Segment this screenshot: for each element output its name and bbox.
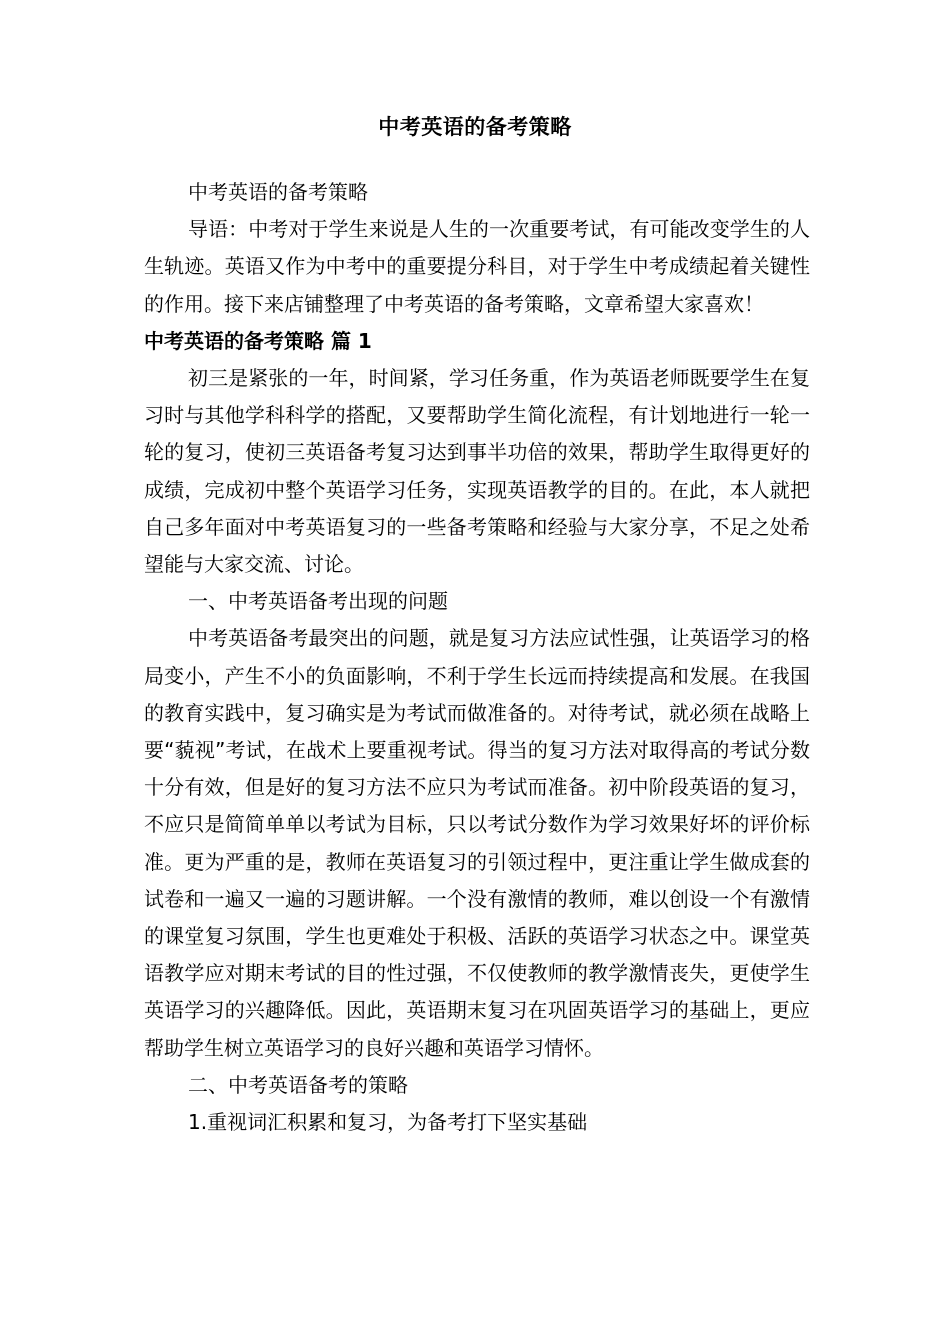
- document-title: 中考英语的备考策略: [378, 115, 572, 139]
- subheading-strategies: 二、中考英语备考的策略: [188, 1072, 408, 1097]
- subheading-problems: 一、中考英语备考出现的问题: [188, 589, 448, 614]
- paragraph-problems: 中考英语备考最突出的问题，就是复习方法应试性强，让英语学习的格局变小，产生不小的负面影响，不利于学生长远而持续提高和发展。在我国的教育实践中，复习确实是为考试而做准备的。对待考试，就必须在战略上要“藐视”考试，在战术上要重视考试。得当的复习方法对取得高的考试分数十分有效，但是好的复习方法不应只为考试而准备。初中阶段英语的复习，不应只是简简单单以考试为目标，只以考试分数作为学习效果好坏的评价标准。更为严重的是，教师在英语复习的引领过程中，更注重让学生做成套的试卷和一遍又一遍的习题讲解。一个没有激情的教师，难以创设一个有激情的课堂复习氛围，学生也更难处于积极、活跃的英语学习状态之中。课堂英语教学应对期末考试的目的性过强，不仅使教师的教学激情丧失，更使学生英语学习的兴趣降低。因此，英语期末复习在巩固英语学习的基础上，更应帮助学生树立英语学习的良好兴趣和英语学习情怀。: [144, 626, 810, 1060]
- document-body: [144, 174, 810, 1141]
- paragraph-background: 初三是紧张的一年，时间紧，学习任务重，作为英语老师既要学生在复习时与其他学科科学的搭配，又要帮助学生简化流程，有计划地进行一轮一轮的复习，使初三英语备考复习达到事半功倍的效果，帮助学生取得更好的成绩，完成初中整个英语学习任务，实现英语教学的目的。在此，本人就把自己多年面对中考英语复习的一些备考策略和经验与大家分享，不足之处希望能与大家交流、讨论。: [144, 366, 810, 577]
- paragraph-subtitle: 中考英语的备考策略: [188, 180, 368, 204]
- paragraph-intro: 导语：中考对于学生来说是人生的一次重要考试，有可能改变学生的人生轨迹。英语又作为中考中的重要提分科目，对于学生中考成绩起着关键性的作用。接下来店铺整理了中考英语的备考策略，文章希望大家喜欢！: [144, 217, 810, 316]
- section-heading: 中考英语的备考策略 篇 1: [144, 328, 372, 353]
- paragraph-strategy-1: 1.重视词汇积累和复习，为备考打下坚实基础: [188, 1110, 588, 1135]
